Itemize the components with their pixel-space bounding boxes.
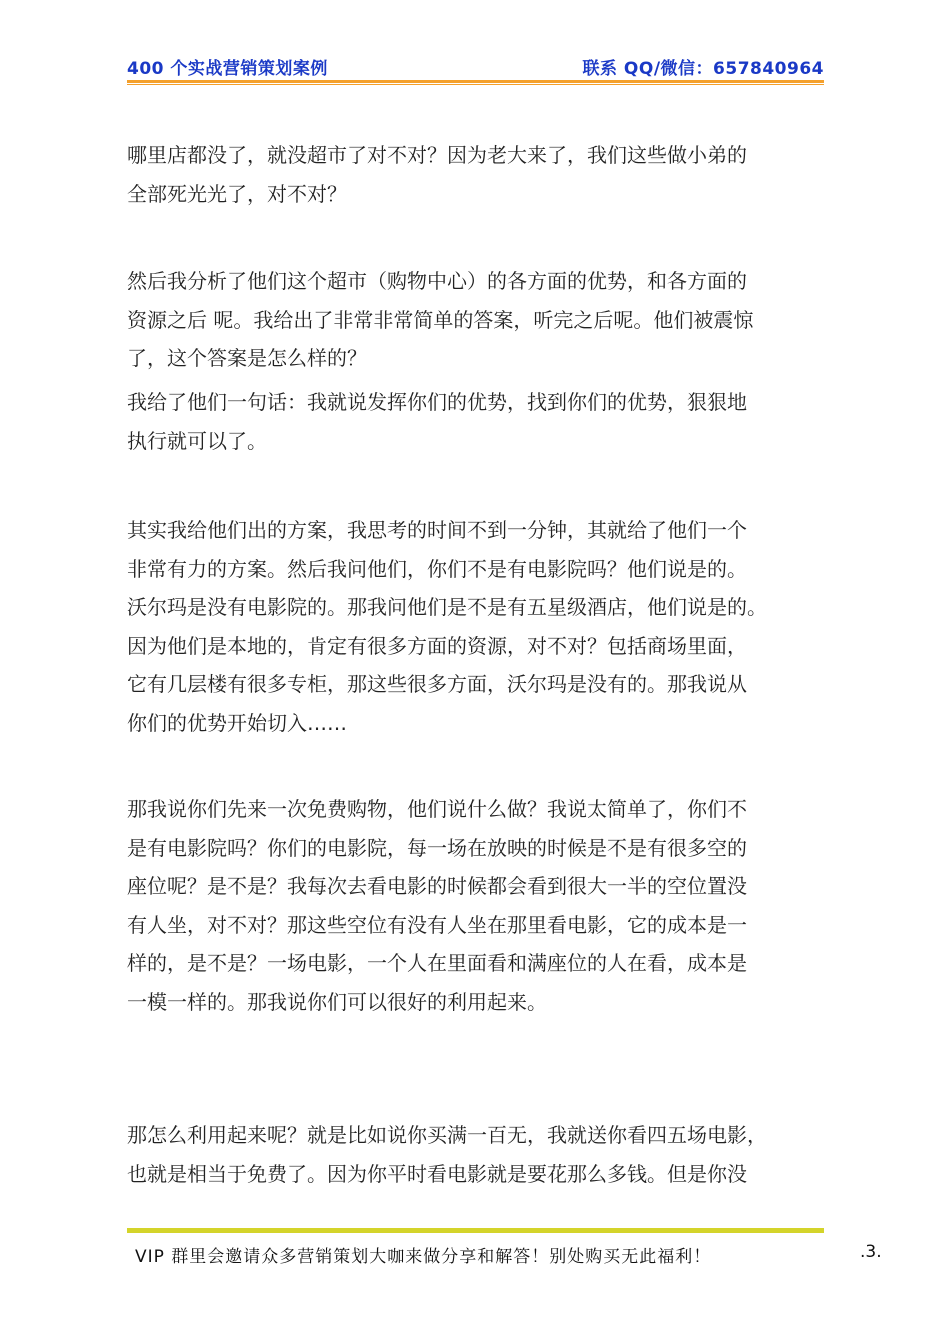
- paragraph-5: 那我说你们先来一次免费购物，他们说什么做？我说太简单了，你们不 是有电影院吗？你们的电影院，每一场在放映的时候是不是有很多空的 座位呢？是不是？我每次去看电影的时候都会看到很大一半的空位置没 有人坐，对不对？那这些空位有没有人坐在那里看电影，它的成本是一 样的，是不是？一场电影，一个人在里面看和满座位的人在看，成本是 一模一样的。那我说你们可以很好的利用起来。: [127, 797, 747, 1014]
- footer-divider: [127, 1228, 824, 1233]
- header-title: 400 个实战营销策划案例: [127, 59, 328, 79]
- header-divider-thin: [127, 84, 824, 85]
- paragraph-4: 其实我给他们出的方案，我思考的时间不到一分钟，其就给了他们一个 非常有力的方案。然后我问他们，你们不是有电影院吗？他们说是的。 沃尔玛是没有电影院的。那我问他们是不是有五星级酒店，他们说是的。 因为他们是本地的，肯定有很多方面的资源，对不对？包括商场里面， 它有几层楼有很多专柜，那这些很多方面，沃尔玛是没有的。那我说从 你们的优势开始切入……: [127, 518, 767, 735]
- paragraph-6: 那怎么利用起来呢？就是比如说你买满一百无，我就送你看四五场电影， 也就是相当于免费了。因为你平时看电影就是要花那么多钱。但是你没: [127, 1123, 767, 1186]
- page-number: .3.: [860, 1242, 882, 1262]
- footer-promo: VIP 群里会邀请众多营销策划大咖来做分享和解答！别处购买无此福利！: [135, 1247, 712, 1267]
- page-header: [127, 54, 824, 78]
- header-divider: [127, 80, 824, 83]
- header-contact: 联系 QQ/微信：657840964: [582, 59, 824, 79]
- paragraph-3: 我给了他们一句话：我就说发挥你们的优势，找到你们的优势，狠狠地 执行就可以了。: [127, 390, 747, 453]
- paragraph-1: 哪里店都没了，就没超市了对不对？因为老大来了，我们这些做小弟的 全部死光光了，对不对？: [127, 143, 747, 206]
- paragraph-2: 然后我分析了他们这个超市（购物中心）的各方面的优势，和各方面的 资源之后 呢。我给出了非常非常简单的答案，听完之后呢。他们被震惊 了，这个答案是怎么样的？: [127, 269, 754, 370]
